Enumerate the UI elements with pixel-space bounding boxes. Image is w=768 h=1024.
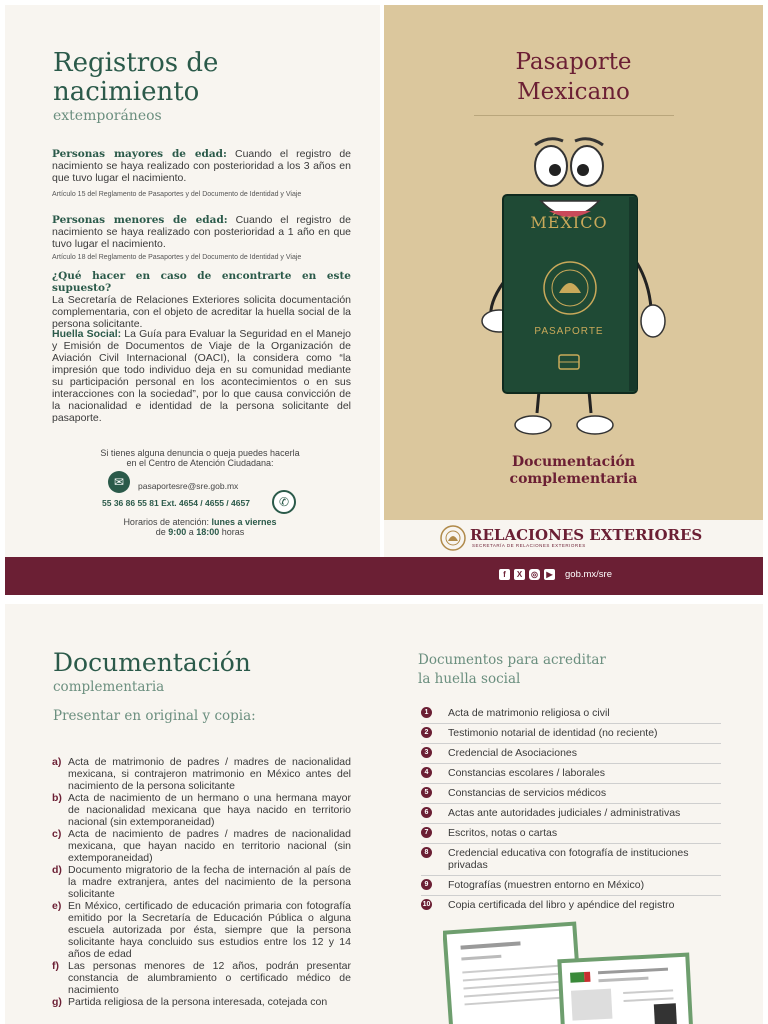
hours-days: lunes a viernes xyxy=(211,517,277,527)
menores-reference: Artículo 18 del Reglamento de Pasaportes y del Documento de Identidad y Viaje xyxy=(52,254,302,261)
docs-item-text: En México, certificado de educación primaria con fotografía emitido por la Secretaría de Educación Pública o alguna escuela autorizada por ésta, siempre que la persona solicitante haya concluido sus estudios entre los 12 y 14 años de edad xyxy=(68,900,351,960)
website-link[interactable]: gob.mx/sre xyxy=(565,569,612,580)
docs-item-text: Documento migratorio de la fecha de internación al país de la madre extranjera, antes del nacimiento de la persona solicitante xyxy=(68,864,351,900)
social-item-10 xyxy=(421,896,721,915)
social-item-text: Copia certificada del libro y apéndice del registro xyxy=(448,899,675,911)
registros-title-line2: nacimiento xyxy=(53,77,200,107)
social-item-number: 5 xyxy=(421,787,432,798)
social-item-4 xyxy=(421,764,721,784)
docs-subtitle: complementaria xyxy=(53,679,165,695)
org-name: RELACIONES EXTERIORES xyxy=(470,526,703,544)
email-link[interactable]: pasaportesre@sre.gob.mx xyxy=(138,481,239,491)
phone-numbers[interactable]: 55 36 86 55 81 Ext. 4654 / 4655 / 4657 xyxy=(102,498,250,508)
org-logo-strip xyxy=(384,520,763,557)
menores-text: Cuando el registro de nacimiento se haya realizado con posterioridad a 1 año en que tuvo lugar el nacimiento. xyxy=(52,214,351,250)
hours xyxy=(85,517,315,537)
social-item-number: 9 xyxy=(421,879,432,890)
instagram-icon[interactable]: ◎ xyxy=(529,569,540,580)
docs-item-letter: f) xyxy=(52,960,59,972)
docs-item-letter: c) xyxy=(52,828,62,840)
left-panel xyxy=(5,5,380,557)
docs-item-letter: e) xyxy=(52,900,62,912)
cover-title xyxy=(384,47,763,107)
social-item-text: Escritos, notas o cartas xyxy=(448,827,558,839)
social-item-text: Actas ante autoridades judiciales / administrativas xyxy=(448,807,681,819)
docs-list xyxy=(52,756,351,1008)
social-item-number: 3 xyxy=(421,747,432,758)
menores-label: Personas menores de edad: xyxy=(52,214,228,226)
social-item-7 xyxy=(421,824,721,844)
social-item-text: Acta de matrimonio religiosa o civil xyxy=(448,707,610,719)
social-item-9 xyxy=(421,876,721,896)
cover-title-line2: Mexicano xyxy=(517,79,630,105)
bottom-panel xyxy=(5,604,763,1024)
cover-subtitle-line1: Documentación xyxy=(512,454,635,470)
social-item-6 xyxy=(421,804,721,824)
registros-title-line1: Registros de xyxy=(53,48,219,78)
huella-social-label: Huella Social: xyxy=(52,328,122,340)
cover-subtitle xyxy=(384,454,763,488)
docs-item-c xyxy=(52,828,351,864)
huella-social-text: La Guía para Evaluar la Seguridad en el Manejo y Emisión de Documentos de Viaje de la Organización de Aviación Civil Internacional (OACI), la considera como “la impresión que todo individuo deja en su comunidad mediante su participación personal en los acontecimientos o en sus interacciones con la sociedad”, por lo que causa convicción de la nacionalidad e identidad de la persona solicitante del pasaporte. xyxy=(52,328,351,424)
social-band xyxy=(5,557,763,595)
social-item-8 xyxy=(421,844,721,876)
docs-item-a xyxy=(52,756,351,792)
mayores-label: Personas mayores de edad: xyxy=(52,148,227,160)
que-hacer-text: La Secretaría de Relaciones Exteriores solicita documentación complementaria, con el objeto de acreditar la huella social de la persona solicitante. xyxy=(52,294,351,330)
hours-suffix: horas xyxy=(219,527,245,537)
social-item-2 xyxy=(421,724,721,744)
social-icons xyxy=(499,569,612,580)
social-item-number: 7 xyxy=(421,827,432,838)
contact-line1: Si tienes alguna denuncia o queja puedes hacerla xyxy=(100,448,300,458)
docs-title: Documentación xyxy=(53,648,251,677)
cover-panel xyxy=(384,5,763,520)
registros-title xyxy=(53,49,218,107)
facebook-icon[interactable]: f xyxy=(499,569,510,580)
social-item-text: Constancias escolares / laborales xyxy=(448,767,605,779)
passport-country: MÉXICO xyxy=(530,213,608,232)
social-item-3 xyxy=(421,744,721,764)
social-item-5 xyxy=(421,784,721,804)
email-icon: ✉ xyxy=(108,471,130,493)
docs-item-d xyxy=(52,864,351,900)
cover-title-line1: Pasaporte xyxy=(515,49,632,75)
social-item-text: Constancias de servicios médicos xyxy=(448,787,607,799)
mayores-text: Cuando el registro de nacimiento se haya realizado con posterioridad a los 3 años en que tuvo lugar el nacimiento. xyxy=(52,148,351,184)
que-hacer-paragraph xyxy=(52,270,351,330)
hours-de: de xyxy=(155,527,169,537)
docs-item-letter: b) xyxy=(52,792,62,804)
docs-item-letter: g) xyxy=(52,996,62,1008)
docs-item-letter: d) xyxy=(52,864,62,876)
docs-item-g xyxy=(52,996,351,1008)
hours-start: 9:00 xyxy=(168,527,187,537)
docs-item-b xyxy=(52,792,351,828)
contact-line2: en el Centro de Atención Ciudadana: xyxy=(126,458,274,468)
docs-instruction: Presentar en original y copia: xyxy=(53,708,256,724)
social-item-1 xyxy=(421,704,721,724)
mayores-paragraph xyxy=(52,148,351,184)
phone-icon: ✆ xyxy=(272,490,296,514)
social-list xyxy=(421,704,721,915)
certificates-illustration xyxy=(443,920,693,1024)
mayores-reference: Artículo 15 del Reglamento de Pasaportes y del Documento de Identidad y Viaje xyxy=(52,191,302,198)
docs-item-e xyxy=(52,900,351,960)
docs-item-text: Las personas menores de 12 años, podrán presentar constancia de alumbramiento o certificado médico de nacimiento xyxy=(68,960,351,996)
social-item-number: 2 xyxy=(421,727,432,738)
social-title-line2: la huella social xyxy=(418,671,521,687)
docs-item-text: Partida religiosa de la persona interesada, cotejada con xyxy=(68,996,328,1008)
coat-of-arms-icon xyxy=(440,525,466,551)
menores-paragraph xyxy=(52,214,351,250)
social-item-number: 6 xyxy=(421,807,432,818)
passport-label: PASAPORTE xyxy=(534,326,604,337)
que-hacer-title: ¿Qué hacer en caso de encontrarte en este supuesto? xyxy=(52,270,351,294)
org-subname: SECRETARÍA DE RELACIONES EXTERIORES xyxy=(472,543,586,548)
cover-divider xyxy=(474,115,674,116)
social-item-number: 4 xyxy=(421,767,432,778)
social-item-number: 1 xyxy=(421,707,432,718)
social-item-text: Testimonio notarial de identidad (no reciente) xyxy=(448,727,658,739)
huella-social-paragraph xyxy=(52,328,351,424)
cover-subtitle-line2: complementaria xyxy=(509,471,638,487)
hours-end: 18:00 xyxy=(196,527,220,537)
social-item-text: Fotografías (muestren entorno en México) xyxy=(448,879,645,891)
docs-item-text: Acta de matrimonio de padres / madres de nacionalidad mexicana, si contrajeron matrimonio en México antes del nacimiento de la persona solicitante xyxy=(68,756,351,792)
docs-item-f xyxy=(52,960,351,996)
social-title xyxy=(418,651,606,689)
docs-item-text: Acta de nacimiento de un hermano o una hermana mayor de nacionalidad mexicana que haya nacido en territorio nacional (sin extemporaneidad) xyxy=(68,792,351,828)
x-icon[interactable]: X xyxy=(514,569,525,580)
social-item-number: 8 xyxy=(421,847,432,858)
youtube-icon[interactable]: ▶ xyxy=(544,569,555,580)
docs-item-letter: a) xyxy=(52,756,62,768)
registros-subtitle: extemporáneos xyxy=(53,108,162,124)
social-item-text: Credencial educativa con fotografía de instituciones privadas xyxy=(448,847,689,871)
passport-mascot-illustration xyxy=(479,133,679,438)
hours-prefix: Horarios de atención: xyxy=(123,517,212,527)
social-title-line1: Documentos para acreditar xyxy=(418,652,606,668)
hours-a: a xyxy=(186,527,197,537)
contact-intro xyxy=(75,448,325,468)
docs-item-text: Acta de nacimiento de padres / madres de nacionalidad mexicana, que hayan nacido en territorio nacional (sin extemporaneidad) xyxy=(68,828,351,864)
social-item-number: 10 xyxy=(422,901,431,908)
social-item-text: Credencial de Asociaciones xyxy=(448,747,577,759)
